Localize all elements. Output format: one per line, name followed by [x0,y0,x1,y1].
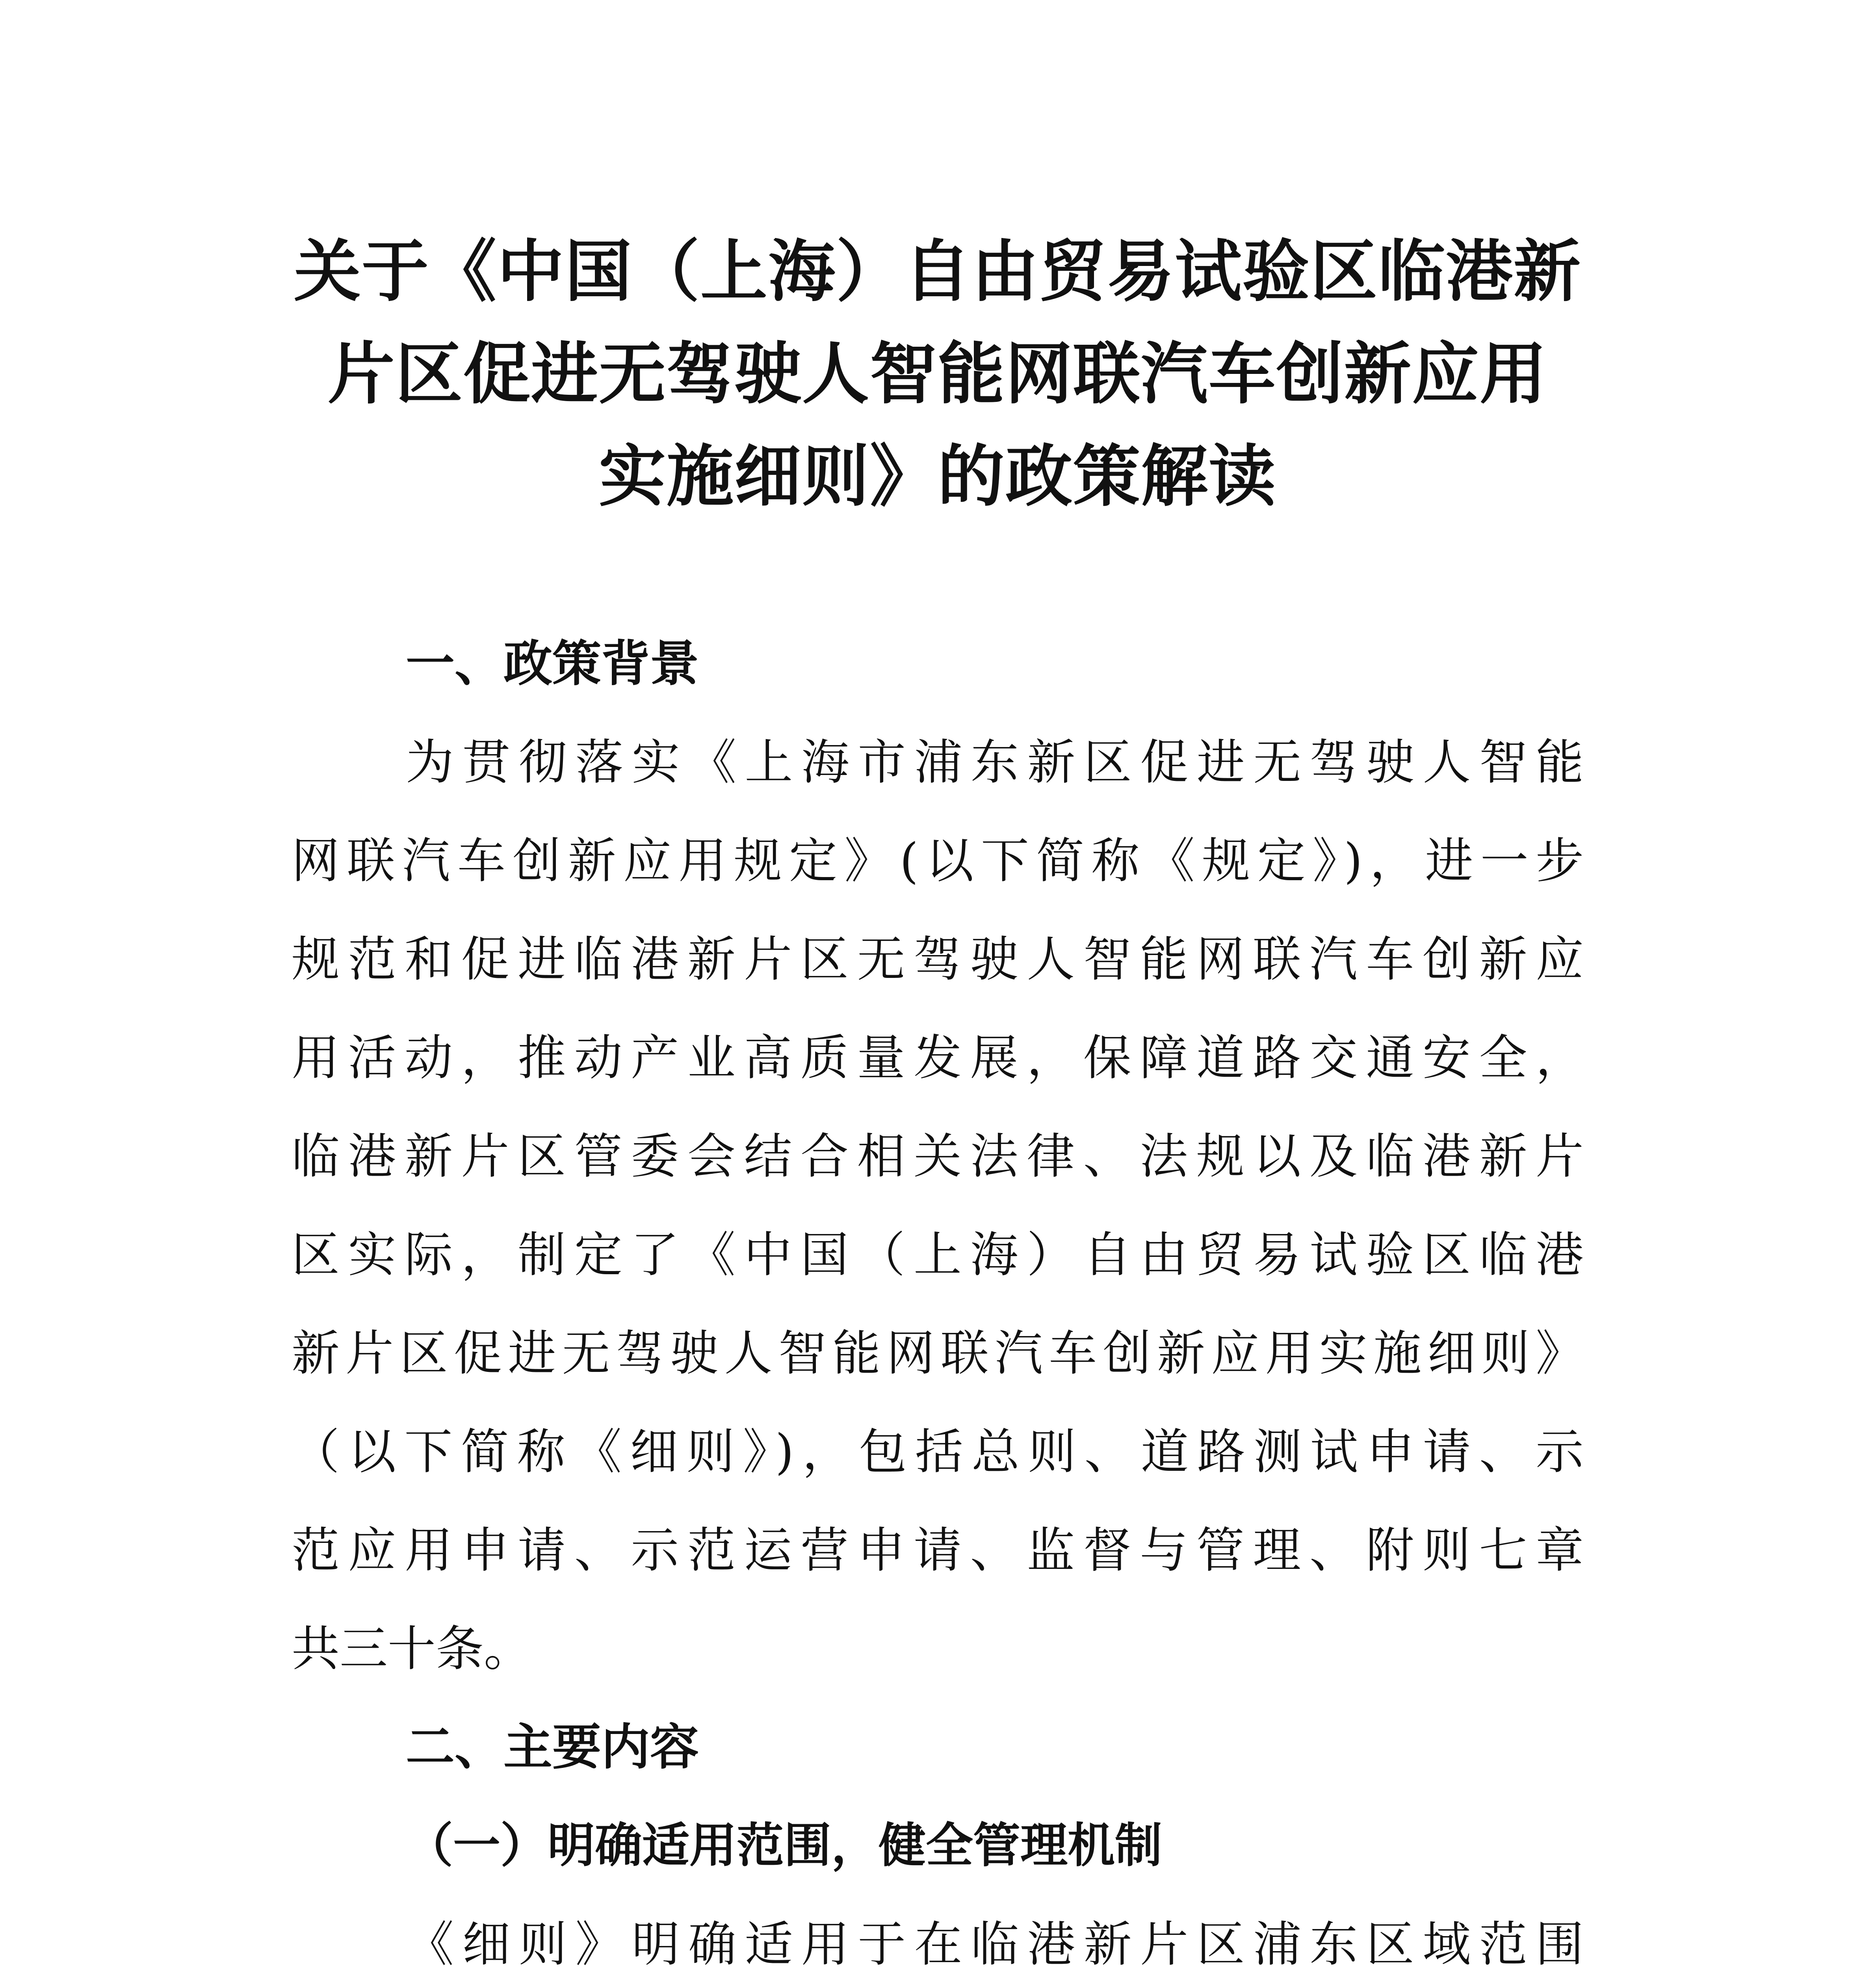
text-line: 规范和促进临港新片区无驾驶人智能网联汽车创新应 [292,931,1584,987]
text-line: 共三十条。 [292,1621,532,1677]
text-line: 范应用申请、示范运营申请、监督与管理、附则七章 [292,1522,1584,1578]
document-title [276,221,1599,528]
paragraph-background [292,713,1584,1698]
text-line: 用活动，推动产业高质量发展，保障道路交通安全， [292,1030,1584,1086]
text-line: 临港新片区管委会结合相关法律、法规以及临港新片 [292,1128,1584,1184]
paragraph-scope [292,1895,1584,1970]
text-line: 为贯彻落实《上海市浦东新区促进无驾驶人智能 [406,734,1584,790]
text-line: 《细则》明确适用于在临港新片区浦东区域范围 [406,1916,1584,1970]
text-line: 新片区促进无驾驶人智能网联汽车创新应用实施细则》 [292,1325,1584,1381]
text-line: 区实际，制定了《中国（上海）自由贸易试验区临港 [292,1227,1584,1283]
section-heading-main-content: 二、主要内容 [406,1719,699,1776]
document-body [292,615,1584,1970]
title-line: 片区促进无驾驶人智能网联汽车创新应用 [327,335,1547,413]
text-line: （以下简称《细则》)，包括总则、道路测试申请、示 [292,1424,1584,1480]
title-line: 实施细则》的政策解读 [598,438,1276,516]
text-line: 网联汽车创新应用规定》(以下简称《规定》)，进一步 [292,833,1584,889]
subsection-heading: （一）明确适用范围，健全管理机制 [406,1818,1162,1873]
section-heading-background: 一、政策背景 [406,636,699,692]
title-line: 关于《中国（上海）自由贸易试验区临港新 [293,233,1581,311]
